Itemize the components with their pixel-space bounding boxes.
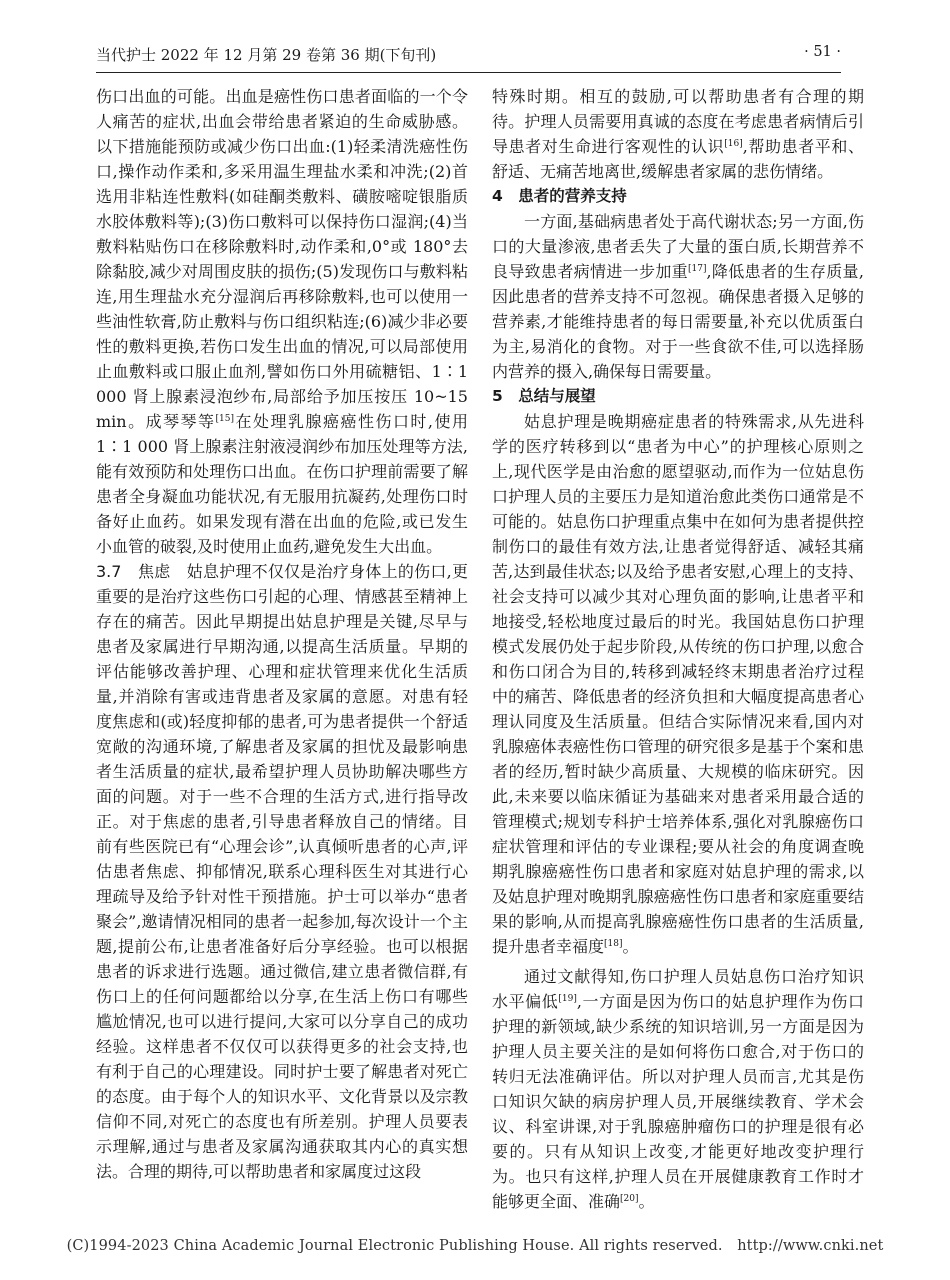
citation-19: [19] (558, 994, 577, 1004)
paragraph-nutrition: 一方面,基础病患者处于高代谢状态;另一方面,伤口的大量渗液,患者丢失了大量的蛋白质,长期营养不良导致患者病情进一步加重[17],降低患者的生存质量,因此患者的营养支持不可忽视。确保患者摄入足够的营养素,才能维持患者的每日需要量,补充以优质蛋白为主,易消化的食物。对于一些食欲不佳,可以选择肠内营养的摄入,确保每日需要量。 (492, 212, 864, 381)
page-number: · 51 · (804, 44, 841, 60)
subsection-title: 焦虑 (137, 562, 171, 581)
journal-title: 当代护士 2022 年 12 月第 29 卷第 36 期(下旬刊) (96, 46, 437, 64)
subsection-number: 3.7 (96, 562, 122, 581)
citation-15: [15] (215, 414, 235, 424)
paragraph-bleeding: 伤口出血的可能。出血是癌性伤口患者面临的一个令人痛苦的症状,出血会带给患者紧迫的生命威胁感。以下措施能预防或减少伤口出血:(1)轻柔清洗癌性伤口,操作动作柔和,多采用温生理盐水柔和冲洗;(2)首选用非粘连性敷料(如硅酮类敷料、磺胺嘧啶银脂质水胶体敷料等);(3)伤口敷料可以保持伤口湿润;(4)当敷料粘贴伤口在移除敷料时,动作柔和,0°或 180°去除黏胶,减少对周围皮肤的损伤;(5)发现伤口与敷料粘连,用生理盐水充分湿润后再移除敷料,也可以使用一些油性软膏,防止敷料与伤口组织粘连;(6)减少非必要性的敷料更换,若伤口发生出血的情况,可以局部使用止血敷料或口服止血剂,譬如伤口外用硫糖铝、1∶1 000 肾上腺素浸泡纱布,局部给予加压按压 10~15 min。成琴琴等[15]在处理乳腺癌癌性伤口时,使用 1∶1 000 肾上腺素注射液浸润纱布加压处理等方法,能有效预防和处理伤口出血。在伤口护理前需要了解患者全身凝血功能状况,有无服用抗凝药,处理伤口时备好止血药。如果发现有潜在出血的危险,或已发生小血管的破裂,及时使用止血药,避免发生大出血。 (96, 87, 468, 556)
copyright-footer: (C)1994-2023 China Academic Journal Electronic Publishing House. All rights reserved. http://www.cnki.net (66, 1238, 884, 1254)
paragraph-knowledge: 通过文献得知,伤口护理人员姑息伤口治疗知识水平偏低[19],一方面是因为伤口的姑息护理作为伤口护理的新领域,缺少系统的知识培训,另一方面是因为护理人员主要关注的是如何将伤口愈合,对于伤口的转归无法准确评估。所以对护理人员而言,尤其是伤口知识欠缺的病房护理人员,开展继续教育、学术会议、科室讲课,对于乳腺癌肿瘤伤口的护理是很有必要的。只有从知识上改变,才能更好地改变护理行为。也只有这样,护理人员在开展健康教育工作时才能够更全面、准确[20]。 (492, 967, 864, 1211)
citation-20: [20] (620, 1194, 639, 1204)
citation-18: [18] (604, 939, 623, 949)
right-column (492, 84, 864, 1214)
section-heading-5: 5 总结与展望 (492, 387, 596, 405)
running-header (96, 42, 841, 73)
paragraph-anxiety: 3.7 焦虑 姑息护理不仅仅是治疗身体上的伤口,更重要的是治疗这些伤口引起的心理、情感甚至精神上存在的痛苦。因此早期提出姑息护理是关键,尽早与患者及家属进行早期沟通,以提高生活质量。早期的评估能够改善护理、心理和症状管理来优化生活质量,并消除有害或违背患者及家属的意愿。对患有轻度焦虑和(或)轻度抑郁的患者,可为患者提供一个舒适宽敞的沟通环境,了解患者及家属的担忧及最影响患者生活质量的症状,最希望护理人员协助解决哪些方面的问题。对于一些不合理的生活方式,进行指导改正。对于焦虑的患者,引导患者释放自己的情绪。目前有些医院已有“心理会诊”,认真倾听患者的心声,评估患者焦虑、抑郁情况,联系心理科医生对其进行心理疏导及给予针对性干预措施。护士可以举办“患者聚会”,邀请情况相同的患者一起参加,每次设计一个主题,提前公布,让患者准备好后分享经验。也可以根据患者的诉求进行选题。通过微信,建立患者微信群,有伤口上的任何问题都给以分享,在生活上伤口有哪些尴尬情况,也可以进行提问,大家可以分享自己的成功经验。这样患者不仅仅可以获得更多的社会支持,也有利于自己的心理建设。同时护士要了解患者对死亡的态度。由于每个人的知识水平、文化背景以及宗教信仰不同,对死亡的态度也有所差别。护理人员要表示理解,通过与患者及家属沟通获取其内心的真实想法。合理的期待,可以帮助患者和家属度过这段 (96, 562, 468, 1181)
citation-17: [17] (688, 264, 707, 274)
left-column (96, 84, 468, 1184)
section-heading-4: 4 患者的营养支持 (492, 187, 627, 205)
paragraph-summary: 姑息护理是晚期癌症患者的特殊需求,从先进科学的医疗转移到以“患者为中心”的护理核心原则之上,现代医学是由治愈的愿望驱动,而作为一位姑息伤口护理人员的主要压力是知道治愈此类伤口通常是不可能的。姑息伤口护理重点集中在如何为患者提供控制伤口的最佳有效方法,让患者觉得舒适、减轻其痛苦,达到最佳状态;以及给予患者安慰,心理上的支持、社会支持可以减少其对心理负面的影响,让患者平和地接受,轻松地度过最后的时光。我国姑息伤口护理模式发展仍处于起步阶段,从传统的伤口护理,以愈合和伤口闭合为目的,转移到减轻终末期患者治疗过程中的痛苦、降低患者的经济负担和大幅度提高患者心理认同度及生活质量。但结合实际情况来看,国内对乳腺癌体表癌性伤口管理的研究很多是基于个案和患者的经历,暂时缺少高质量、大规模的临床研究。因此,未来要以临床循证为基础来对患者采用最合适的管理模式;规划专科护士培养体系,强化对乳腺癌伤口症状管理和评估的专业课程;要从社会的角度调查晚期乳腺癌癌性伤口患者和家庭对姑息护理的需求,以及姑息护理对晚期乳腺癌癌性伤口患者和家庭重要结果的影响,从而提高乳腺癌癌性伤口患者的生活质量,提升患者幸福度[18]。 (492, 412, 864, 956)
citation-16: [16] (724, 139, 743, 149)
paragraph-continued: 特殊时期。相互的鼓励,可以帮助患者有合理的期待。护理人员需要用真诚的态度在考虑患者病情后引导患者对生命进行客观性的认识[16],帮助患者平和、舒适、无痛苦地离世,缓解患者家属的悲伤情绪。 (492, 87, 864, 181)
